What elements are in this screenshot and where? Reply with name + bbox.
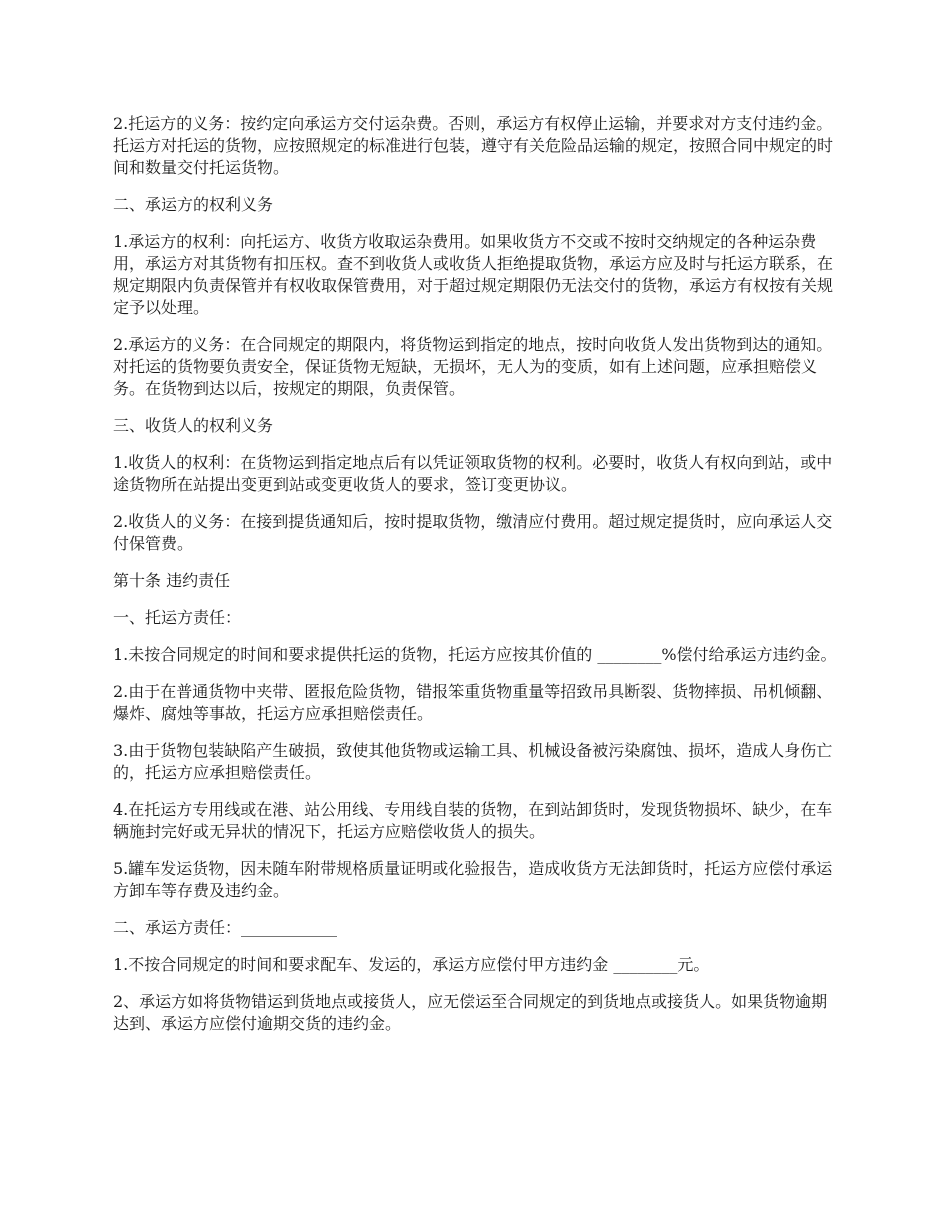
paragraph-shipper-obligations: 2.托运方的义务：按约定向承运方交付运杂费。否则，承运方有权停止运输，并要求对方支付违约金。托运方对托运的货物，应按照规定的标准进行包装，遵守有关危险品运输的规定，按照合同中规定的时间和数量交付托运货物。 bbox=[113, 114, 834, 177]
document-page bbox=[113, 113, 841, 1050]
paragraph-carrier-liability-1: 1.不按合同规定的时间和要求配车、发运的，承运方应偿付甲方违约金 ________元。 bbox=[113, 955, 710, 974]
paragraph-carrier-obligations: 2.承运方的义务：在合同规定的期限内，将货物运到指定的地点，按时向收货人发出货物到达的通知。对托运的货物要负责安全，保证货物无短缺，无损坏，无人为的变质，如有上述问题，应承担赔偿义务。在货物到达以后，按规定的期限，负责保管。 bbox=[113, 335, 833, 398]
paragraph-shipper-liability-5: 5.罐车发运货物，因未随车附带规格质量证明或化验报告，造成收货方无法卸货时，托运方应偿付承运方卸车等存费及违约金。 bbox=[113, 859, 833, 900]
article-heading-breach-liability: 第十条 违约责任 bbox=[113, 571, 231, 590]
paragraph-shipper-liability-3: 3.由于货物包装缺陷产生破损，致使其他货物或运输工具、机械设备被污染腐蚀、损坏，造成人身伤亡的，托运方应承担赔偿责任。 bbox=[113, 741, 833, 782]
paragraph-shipper-liability-1: 1.未按合同规定的时间和要求提供托运的货物，托运方应按其价值的 ________%偿付给承运方违约金。 bbox=[113, 645, 837, 664]
paragraph-consignee-obligations: 2.收货人的义务：在接到提货通知后，按时提取货物，缴清应付费用。超过规定提货时，应向承运人交付保管费。 bbox=[113, 512, 833, 553]
section-heading-carrier-rights: 二、承运方的权利义务 bbox=[113, 195, 274, 214]
section-heading-consignee-rights: 三、收货人的权利义务 bbox=[113, 416, 274, 435]
paragraph-shipper-liability-2: 2.由于在普通货物中夹带、匿报危险货物，错报笨重货物重量等招致吊具断裂、货物摔损、吊机倾翻、爆炸、腐烛等事故，托运方应承担赔偿责任。 bbox=[113, 682, 833, 723]
paragraph-consignee-rights: 1.收货人的权利：在货物运到指定地点后有以凭证领取货物的权利。必要时，收货人有权向到站，或中途货物所在站提出变更到站或变更收货人的要求，签订变更协议。 bbox=[113, 453, 833, 494]
section-heading-shipper-liability: 一、托运方责任： bbox=[113, 608, 242, 627]
paragraph-carrier-liability-2: 2、承运方如将货物错运到货地点或接货人，应无偿运至合同规定的到货地点或接货人。如果货物逾期达到、承运方应偿付逾期交货的违约金。 bbox=[113, 992, 828, 1033]
paragraph-carrier-rights: 1.承运方的权利：向托运方、收货方收取运杂费用。如果收货方不交或不按时交纳规定的各种运杂费用，承运方对其货物有扣压权。查不到收货人或收货人拒绝提取货物，承运方应及时与托运方联系，在规定期限内负责保管并有权收取保管费用，对于超过规定期限仍无法交付的货物，承运方有权按有关规定予以处理。 bbox=[113, 232, 834, 317]
section-heading-carrier-liability: 二、承运方责任：____________ bbox=[113, 918, 338, 937]
paragraph-shipper-liability-4: 4.在托运方专用线或在港、站公用线、专用线自装的货物，在到站卸货时，发现货物损坏、缺少，在车辆施封完好或无异状的情况下，托运方应赔偿收货人的损失。 bbox=[113, 800, 833, 841]
